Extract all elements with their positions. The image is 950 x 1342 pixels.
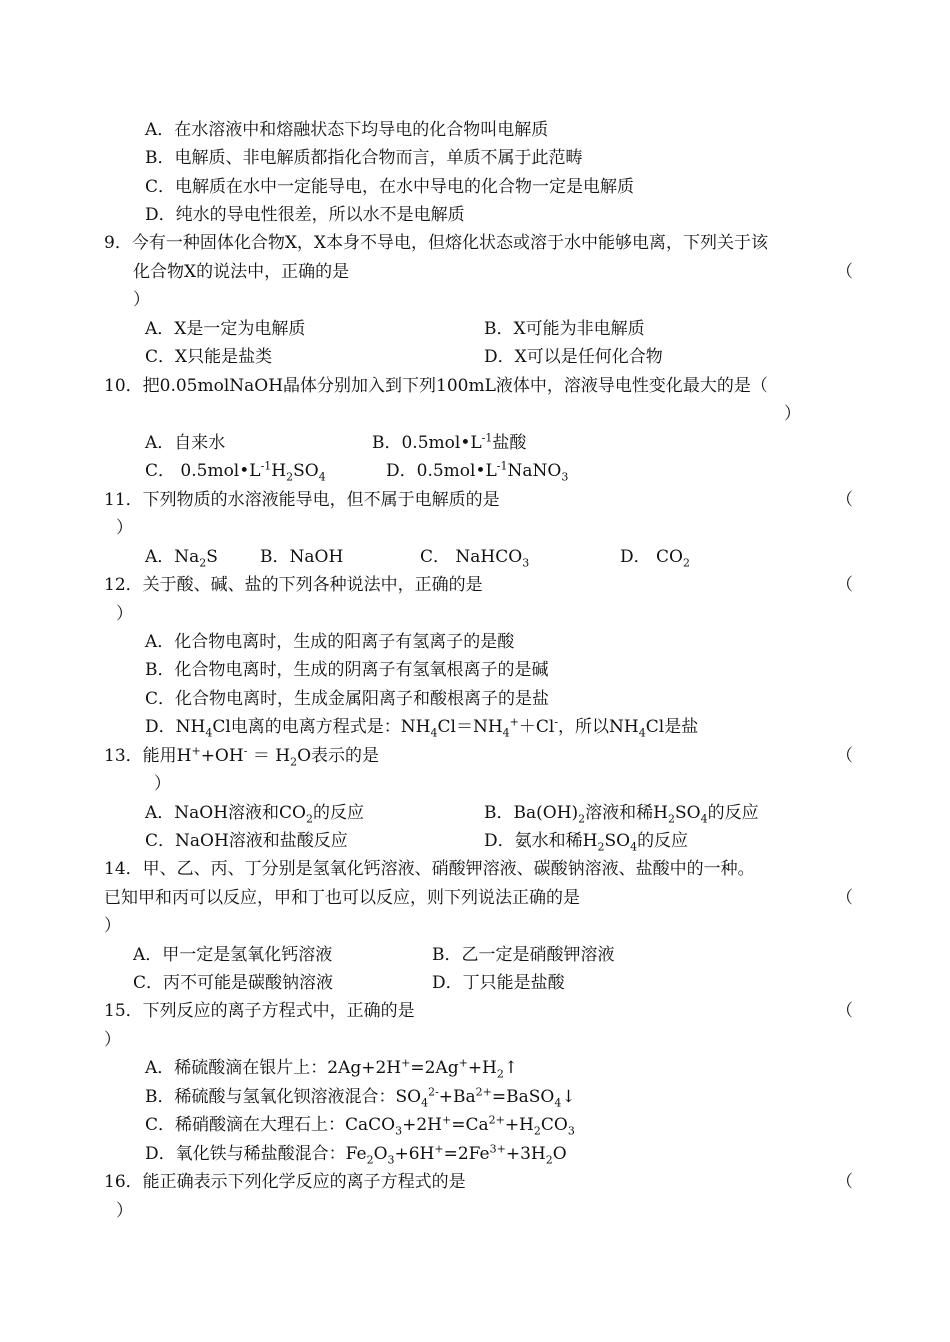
q12-option-c: C．化合物电离时，生成金属阳离子和酸根离子的是盐 [145,689,550,709]
q12-option-d: D．$NH_4Cl$电离的电离方程式是：$NH_4Cl=NH_4^++Cl^-$，所以$NH_4Cl$是盐 [145,715,699,740]
q12-answer-close: ） [116,604,133,624]
q12-option-a: A．化合物电离时，生成的阳离子有氢离子的是酸 [145,632,515,652]
q13-option-d: D．氨水和稀$H_2SO_4$的反应 [484,831,689,854]
q12-option-b: B．化合物电离时，生成的阴离子有氢氧根离子的是碱 [145,660,549,680]
q10-option-d: D．$0.5mol•L^{-1}NaNO_3$ [386,459,569,484]
q10-option-a: A．自来水 [145,433,226,453]
q13-option-a: A．NaOH溶液和$CO_2$的反应 [145,803,364,826]
q9-answer-open: （ [836,262,853,282]
q11-option-a: A．$Na_2S$ [145,547,218,570]
q14-answer-close: ） [104,916,121,936]
q11-option-d: D． $CO_2$ [620,547,690,570]
q14-option-b: B．乙一定是硝酸钾溶液 [432,945,615,965]
q8-option-b: B．电解质、非电解质都指化合物而言，单质不属于此范畴 [145,148,583,168]
q9-stem-line1: 9．今有一种固体化合物X，X本身不导电，但熔化状态或溶于水中能够电离，下列关于该 [104,233,769,253]
q8-option-d: D．纯水的导电性很差，所以水不是电解质 [145,205,465,225]
q9-option-a: A．X是一定为电解质 [145,319,306,339]
q9-stem-line2: 化合物X的说法中，正确的是 [133,262,350,282]
q14-option-d: D．丁只能是盐酸 [432,973,565,993]
q16-stem: 16．能正确表示下列化学反应的离子方程式的是 [104,1172,466,1192]
q9-answer-close: ） [133,290,150,310]
q9-option-b: B．X可能为非电解质 [484,319,645,339]
q11-option-c: C． NaHCO$_3$ [420,547,530,570]
q11-answer-open: （ [836,490,853,510]
q15-answer-close: ） [104,1030,121,1050]
q13-answer-close: ） [154,774,171,794]
q15-option-c: C．稀硝酸滴在大理石上：$CaCO_3+2H^+=Ca^{2+}+H_2CO_3$ [145,1113,575,1138]
q16-answer-open: （ [836,1172,853,1192]
q15-option-a: A．稀硫酸滴在银片上：$2Ag+2H^+=2Ag^++H_2↑$ [145,1056,519,1081]
q10-answer-close: ） [784,404,801,424]
q14-answer-open: （ [836,888,853,908]
q15-stem: 15．下列反应的离子方程式中，正确的是 [104,1001,415,1021]
q11-option-b: B．NaOH [260,547,344,567]
q13-option-c: C．NaOH溶液和盐酸反应 [145,831,348,851]
q14-stem-line2: 已知甲和丙可以反应，甲和丁也可以反应，则下列说法正确的是 [104,888,580,908]
q10-option-b: B．$0.5mol•L^{-1}$盐酸 [372,431,527,453]
q13-option-b: B．$Ba(OH)_2$溶液和稀$H_2SO_4$的反应 [484,803,759,826]
q9-option-c: C．X只能是盐类 [145,347,273,367]
q14-stem-line1: 14．甲、乙、丙、丁分别是氢氧化钙溶液、硝酸钾溶液、碳酸钠溶液、盐酸中的一种。 [104,859,755,879]
q8-option-c: C．电解质在水中一定能导电，在水中导电的化合物一定是电解质 [145,177,635,197]
q14-option-c: C．丙不可能是碳酸钠溶液 [133,973,334,993]
q14-option-a: A．甲一定是氢氧化钙溶液 [133,945,333,965]
q8-option-a: A．在水溶液中和熔融状态下均导电的化合物叫电解质 [145,120,549,140]
q9-option-d: D．X可以是任何化合物 [484,347,663,367]
q12-stem: 12．关于酸、碱、盐的下列各种说法中，正确的是 [104,575,483,595]
q15-option-b: B．稀硫酸与氢氧化钡溶液混合：$SO_4^{2-}+Ba^{2+}=BaSO_4↓$ [145,1085,576,1110]
q10-stem: 10．把0.05molNaOH晶体分别加入到下列100mL液体中，溶液导电性变化最大的是（ [104,376,768,396]
q15-option-d: D．氧化铁与稀盐酸混合：$Fe_2O_3+6H^+=2Fe^{3+}+3H_2O$ [145,1142,567,1167]
q15-answer-open: （ [836,1001,853,1021]
q13-answer-open: （ [836,746,853,766]
q12-answer-open: （ [836,575,853,595]
q16-answer-close: ） [116,1201,133,1221]
q11-answer-close: ） [116,518,133,538]
q13-stem: 13．能用$H^++OH^- = H_2O$表示的是 [104,744,379,769]
q11-stem: 11．下列物质的水溶液能导电，但不属于电解质的是 [104,490,500,510]
q10-option-c: C． $0.5mol•L^{-1}H_2SO_4$ [145,459,326,484]
